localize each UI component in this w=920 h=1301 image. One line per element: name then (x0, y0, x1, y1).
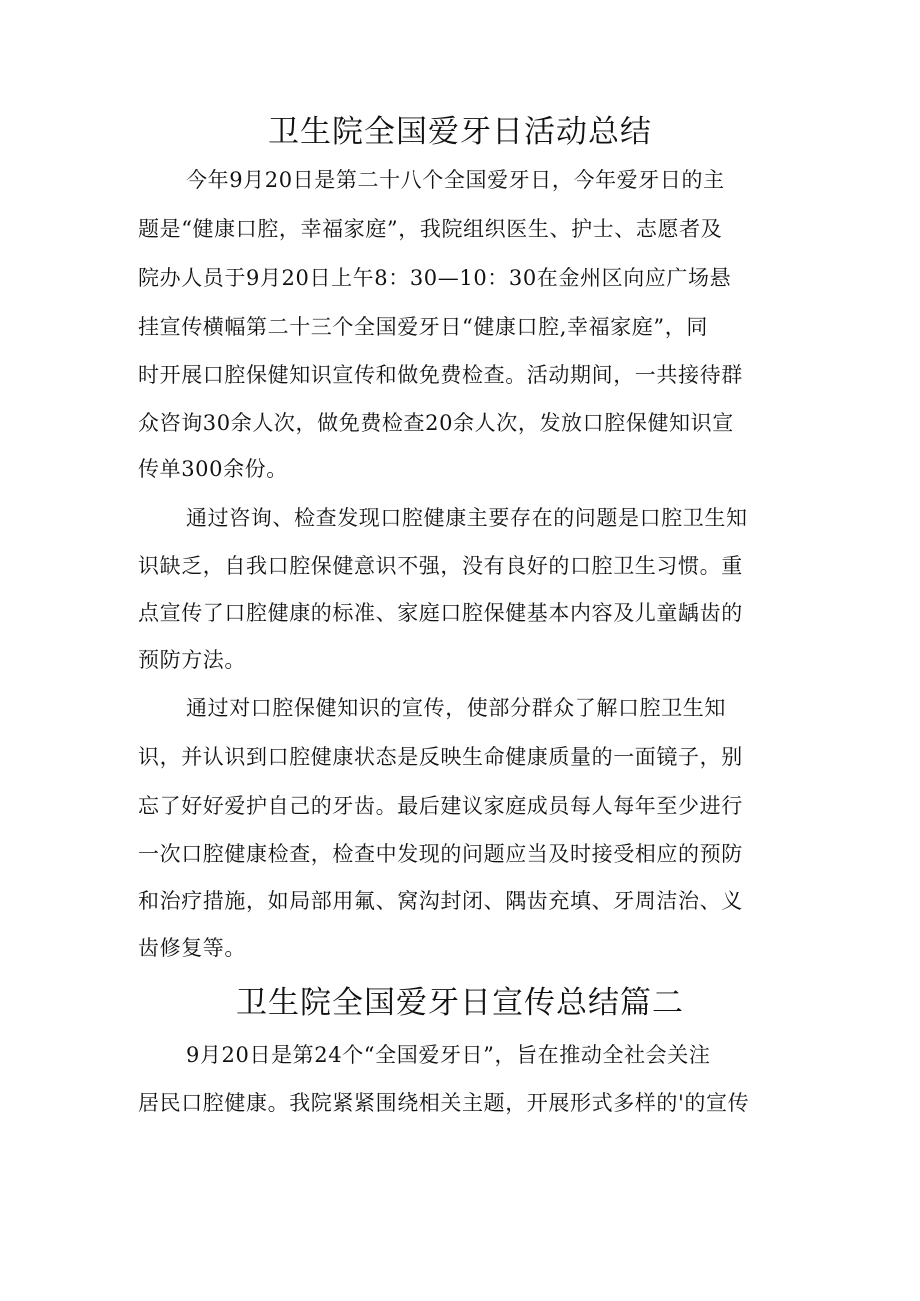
text-line: 众咨询30余人次，做免费检查20余人次，发放口腔保健知识宣 (138, 411, 734, 435)
text-line: 和治疗措施，如局部用氟、窝沟封闭、隅齿充填、牙周洁治、义 (138, 889, 743, 913)
text-line: 忘了好好爱护自己的牙齿。最后建议家庭成员每人每年至少进行 (138, 794, 743, 818)
text-line: 今年9月20日是第二十八个全国爱牙日，今年爱牙日的主 (186, 168, 725, 192)
text-line: 传单300余份。 (138, 457, 288, 481)
text-line: 题是“健康口腔，幸福家庭”，我院组织医生、护士、志愿者及 (138, 217, 723, 241)
text-line: 通过咨询、检查发现口腔健康主要存在的问题是口腔卫生知 (186, 506, 748, 530)
text-line: 识，并认识到口腔健康状态是反映生命健康质量的一面镜子，别 (138, 745, 743, 769)
text-line: 居民口腔健康。我院紧紧围绕相关主题，开展形式多样的'的宣传 (138, 1091, 750, 1115)
text-line: 一次口腔健康检查，检查中发现的问题应当及时接受相应的预防 (138, 842, 743, 866)
text-line: 齿修复等。 (138, 936, 246, 960)
section-1-title: 卫生院全国爱牙日活动总结 (268, 114, 652, 150)
text-line: 识缺乏，自我口腔保健意识不强，没有良好的口腔卫生习惯。重 (138, 554, 743, 578)
text-line: 通过对口腔保健知识的宣传，使部分群众了解口腔卫生知 (186, 696, 726, 720)
text-line: 预防方法。 (138, 648, 246, 672)
text-line: 点宣传了口腔健康的标准、家庭口腔保健基本内容及儿童龋齿的 (138, 601, 743, 625)
section-2-title: 卫生院全国爱牙日宣传总结篇二 (236, 985, 684, 1021)
text-line: 院办人员于9月20日上午8：30—10：30在金州区向应广场悬 (138, 266, 732, 290)
text-line: 9月20日是第24个“全国爱牙日”，旨在推动全社会关注 (186, 1043, 711, 1067)
text-line: 时开展口腔保健知识宣传和做免费检查。活动期间，一共接待群 (138, 363, 743, 387)
text-line: 挂宣传横幅第二十三个全国爱牙日“健康口腔,幸福家庭”，同 (138, 315, 708, 339)
